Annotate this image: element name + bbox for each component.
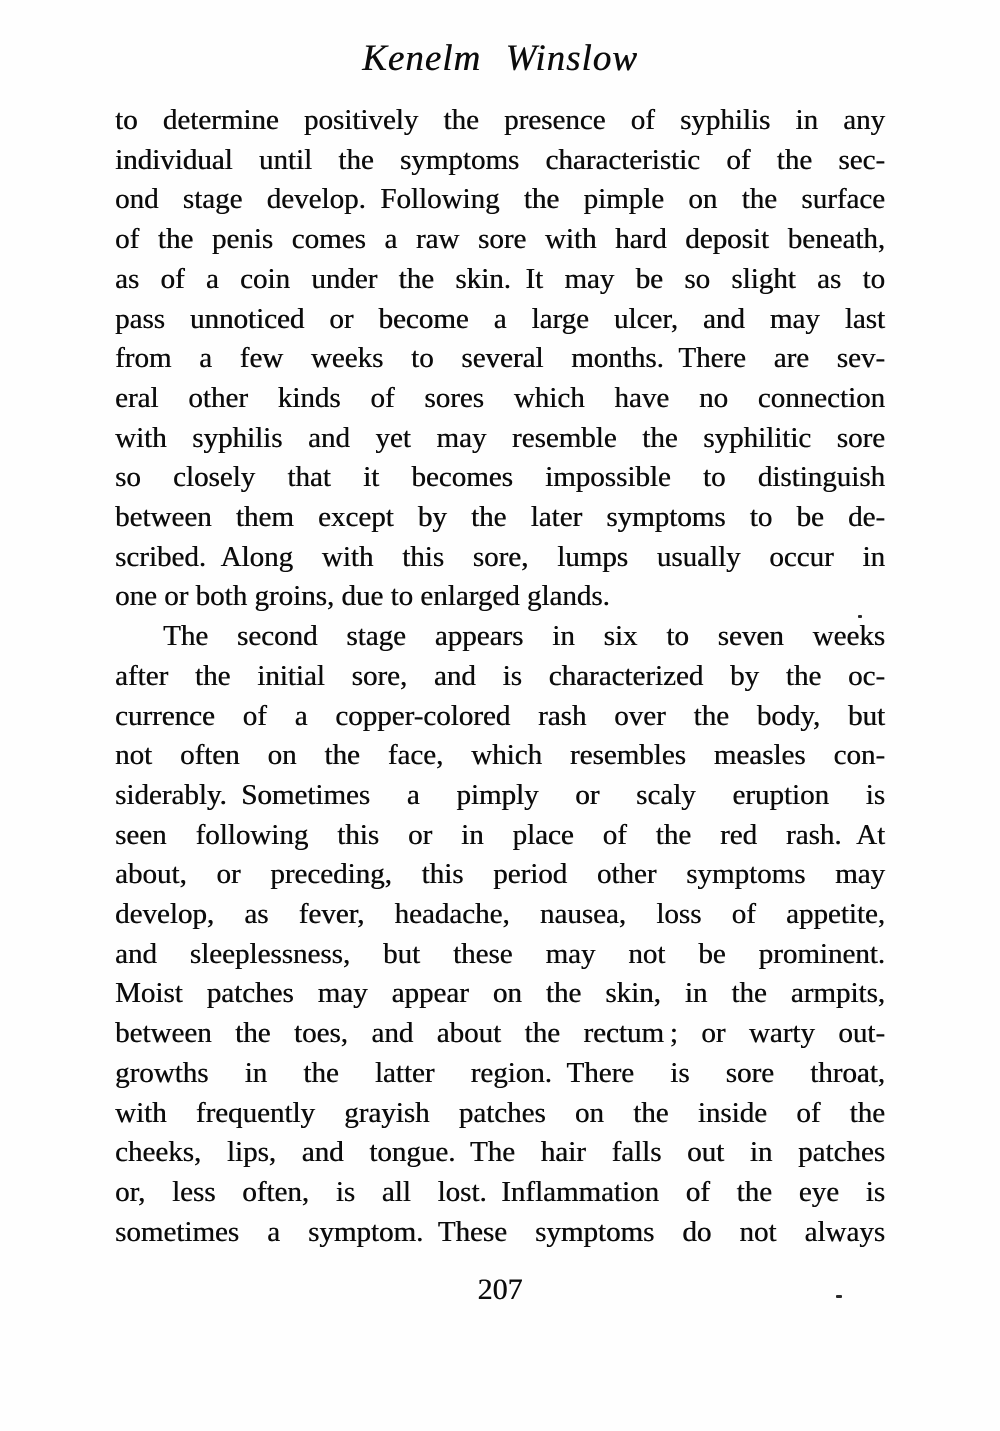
text-line: not often on the face, which resembles measles con- bbox=[115, 739, 885, 772]
scan-speck bbox=[858, 615, 862, 618]
text-line: one or both groins, due to enlarged glands. bbox=[115, 580, 610, 613]
body-text bbox=[115, 101, 885, 1252]
text-line: siderably. Sometimes a pimply or scaly eruption is bbox=[115, 778, 885, 811]
text-line: as of a coin under the skin. It may be so slight as to bbox=[115, 262, 885, 295]
text-line: currence of a copper-colored rash over the body, but bbox=[115, 699, 885, 732]
text-line: between the toes, and about the rectum ; or warty out- bbox=[115, 1017, 885, 1050]
text-line: with syphilis and yet may resemble the syphilitic sore bbox=[115, 421, 885, 454]
text-line: scribed. Along with this sore, lumps usually occur in bbox=[115, 540, 885, 573]
text-line: so closely that it becomes impossible to distinguish bbox=[115, 461, 885, 494]
text-line: seen following this or in place of the red rash. At bbox=[115, 818, 885, 851]
scan-speck bbox=[836, 1295, 842, 1298]
paragraph bbox=[115, 101, 885, 617]
text-line: to determine positively the presence of syphilis in any bbox=[115, 104, 885, 136]
running-header: Kenelm Winslow bbox=[362, 38, 638, 79]
text-line: cheeks, lips, and tongue. The hair falls out in patches bbox=[115, 1136, 885, 1169]
text-line: or, less often, is all lost. Inflammation of the eye is bbox=[115, 1175, 885, 1208]
text-line: ond stage develop. Following the pimple on the surface bbox=[115, 183, 885, 216]
text-line: eral other kinds of sores which have no connection bbox=[115, 381, 885, 414]
text-line: with frequently grayish patches on the inside of the bbox=[115, 1096, 885, 1129]
text-line: growths in the latter region. There is sore throat, bbox=[115, 1056, 885, 1089]
paragraph bbox=[115, 617, 885, 1252]
text-line: sometimes a symptom. These symptoms do not always bbox=[115, 1215, 885, 1248]
text-line: develop, as fever, headache, nausea, loss of appetite, bbox=[115, 898, 885, 931]
text-line: about, or preceding, this period other symptoms may bbox=[115, 858, 885, 891]
text-line: from a few weeks to several months. There are sev- bbox=[115, 342, 885, 375]
page-number: 207 bbox=[477, 1273, 523, 1306]
text-line: Moist patches may appear on the skin, in the armpits, bbox=[115, 977, 885, 1010]
text-line: and sleeplessness, but these may not be prominent. bbox=[115, 937, 885, 970]
text-line: The second stage appears in six to seven weeks bbox=[163, 620, 885, 653]
text-line: individual until the symptoms characteristic of the sec- bbox=[115, 143, 885, 176]
text-line: between them except by the later symptoms to be de- bbox=[115, 501, 885, 534]
text-line: after the initial sore, and is characterized by the oc- bbox=[115, 659, 885, 692]
text-line: of the penis comes a raw sore with hard deposit beneath, bbox=[115, 223, 885, 256]
text-line: pass unnoticed or become a large ulcer, and may last bbox=[115, 302, 885, 335]
